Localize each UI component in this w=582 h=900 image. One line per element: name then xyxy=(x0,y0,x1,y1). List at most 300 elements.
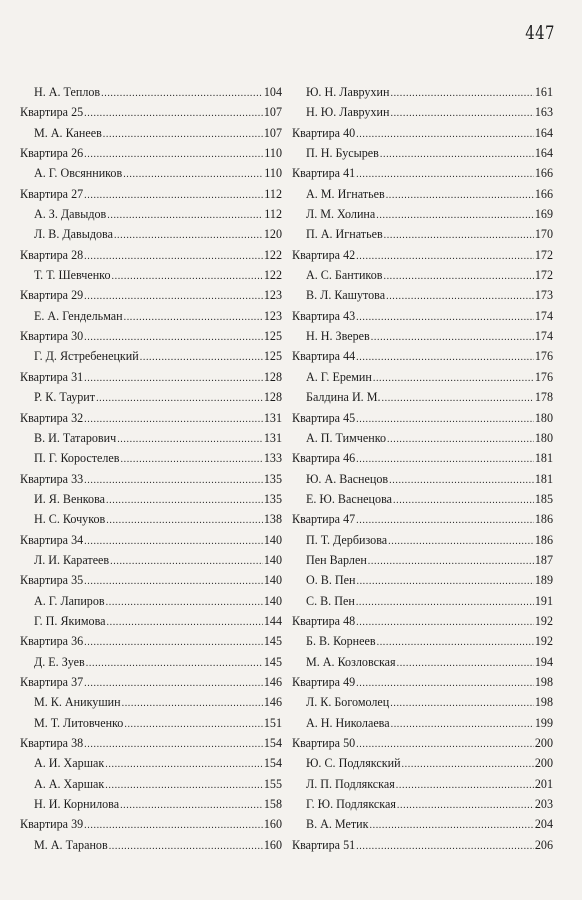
entry-name: Квартира 30 xyxy=(20,329,84,344)
entry-name: В. И. Татарович xyxy=(34,430,117,445)
toc-apartment-entry xyxy=(292,408,553,428)
toc-person-entry xyxy=(20,611,282,631)
entry-page-number: 112 xyxy=(264,207,282,222)
entry-page-number: 107 xyxy=(263,105,282,120)
dot-leader xyxy=(121,450,263,470)
toc-person-entry xyxy=(20,306,282,326)
toc-person-entry xyxy=(292,285,553,305)
entry-page-number: 161 xyxy=(534,85,553,99)
entry-name: Р. К. Таурит xyxy=(34,390,96,405)
toc-apartment-entry xyxy=(292,611,553,631)
entry-page-number: 144 xyxy=(263,613,282,628)
entry-name: М. А. Козловская xyxy=(306,654,396,669)
toc-person-entry xyxy=(292,326,553,346)
dot-leader xyxy=(356,247,534,267)
entry-name: М. К. Аникушин xyxy=(34,695,121,710)
dot-leader xyxy=(396,776,534,796)
entry-name: Н. Ю. Лаврухин xyxy=(306,105,390,120)
dot-leader xyxy=(84,287,263,307)
entry-page-number: 176 xyxy=(534,369,553,384)
dot-leader xyxy=(109,837,263,857)
dot-leader xyxy=(84,247,263,267)
dot-leader xyxy=(105,776,263,796)
dot-leader xyxy=(84,410,263,430)
entry-name: М. Т. Литовченко xyxy=(34,715,124,730)
dot-leader xyxy=(120,796,263,816)
entry-name: Квартира 49 xyxy=(292,674,356,689)
dot-leader xyxy=(397,796,534,816)
toc-person-entry xyxy=(20,550,282,570)
entry-page-number: 155 xyxy=(263,776,282,791)
entry-name: В. А. Метик xyxy=(306,817,369,832)
toc-apartment-entry xyxy=(20,570,282,590)
toc-apartment-entry xyxy=(20,733,282,753)
dot-leader xyxy=(110,552,263,572)
entry-name: Квартира 51 xyxy=(292,837,356,852)
entry-page-number: 172 xyxy=(534,247,553,262)
toc-apartment-entry xyxy=(292,509,553,529)
dot-leader xyxy=(397,654,534,674)
entry-name: Д. Е. Зуев xyxy=(34,654,85,669)
dot-leader xyxy=(107,206,263,226)
entry-name: Балдина И. М. xyxy=(306,390,381,405)
dot-leader xyxy=(84,369,263,389)
entry-page-number: 107 xyxy=(263,125,282,140)
dot-leader xyxy=(356,572,533,592)
entry-name: Н. А. Теплов xyxy=(34,85,101,99)
dot-leader xyxy=(140,348,263,368)
dot-leader xyxy=(356,674,534,694)
entry-page-number: 123 xyxy=(263,288,282,303)
dot-leader xyxy=(356,308,534,328)
entry-name: Квартира 33 xyxy=(20,471,84,486)
dot-leader xyxy=(387,430,534,450)
entry-name: Квартира 38 xyxy=(20,736,84,750)
entry-page-number: 189 xyxy=(534,573,553,588)
dot-leader xyxy=(107,613,263,633)
entry-page-number: 185 xyxy=(534,491,553,506)
toc-apartment-entry xyxy=(20,245,282,265)
toc-person-entry xyxy=(292,692,553,712)
toc-apartment-entry xyxy=(20,285,282,305)
toc-person-entry xyxy=(20,204,282,224)
entry-name: Ю. Н. Лаврухин xyxy=(306,85,390,99)
entry-name: П. Н. Бусырев xyxy=(306,146,379,161)
toc-person-entry xyxy=(292,428,553,448)
entry-name: А. Г. Еремин xyxy=(306,369,372,384)
toc-person-entry xyxy=(292,469,553,489)
entry-name: А. А. Харшак xyxy=(34,776,105,791)
dot-leader xyxy=(390,104,533,124)
entry-page-number: 191 xyxy=(534,593,553,608)
entry-page-number: 131 xyxy=(263,410,282,425)
dot-leader xyxy=(114,226,263,246)
dot-leader xyxy=(376,206,534,226)
entry-name: Г. Д. Ястребенецкий xyxy=(34,349,139,364)
toc-person-entry xyxy=(292,814,553,834)
entry-name: И. Я. Венкова xyxy=(34,491,106,506)
toc-person-entry xyxy=(20,509,282,529)
dot-leader xyxy=(356,165,534,185)
toc-person-entry xyxy=(20,346,282,366)
dot-leader xyxy=(382,389,534,409)
entry-page-number: 198 xyxy=(534,695,553,710)
entry-name: Квартира 35 xyxy=(20,573,84,588)
entry-name: Квартира 28 xyxy=(20,247,84,262)
entry-name: А. И. Харшак xyxy=(34,756,105,771)
entry-name: Е. А. Гендельман xyxy=(34,308,123,323)
entry-name: Квартира 41 xyxy=(292,166,356,181)
entry-page-number: 174 xyxy=(534,308,553,323)
entry-name: Н. С. Кочуков xyxy=(34,512,106,527)
dot-leader xyxy=(356,511,534,531)
entry-page-number: 200 xyxy=(534,756,553,771)
entry-page-number: 146 xyxy=(263,674,282,689)
entry-page-number: 133 xyxy=(263,451,282,466)
entry-name: Ю. А. Васнецов xyxy=(306,471,389,486)
toc-person-entry xyxy=(292,387,553,407)
dot-leader xyxy=(393,491,534,511)
toc-person-entry xyxy=(292,204,553,224)
dot-leader xyxy=(84,186,263,206)
entry-page-number: 180 xyxy=(534,410,553,425)
entry-page-number: 104 xyxy=(263,85,282,99)
toc-person-entry xyxy=(20,265,282,285)
dot-leader xyxy=(390,694,534,714)
dot-leader xyxy=(112,267,263,287)
toc-person-entry xyxy=(292,265,553,285)
dot-leader xyxy=(86,654,263,674)
toc-person-entry xyxy=(20,835,282,855)
dot-leader xyxy=(84,633,263,653)
toc-person-entry xyxy=(20,489,282,509)
entry-page-number: 140 xyxy=(263,552,282,567)
dot-leader xyxy=(123,165,263,185)
dot-leader xyxy=(103,125,263,145)
dot-leader xyxy=(386,186,534,206)
entry-page-number: 164 xyxy=(534,146,553,161)
entry-page-number: 151 xyxy=(263,715,282,730)
toc-person-entry xyxy=(292,489,553,509)
entry-page-number: 176 xyxy=(534,349,553,364)
entry-page-number: 166 xyxy=(534,186,553,201)
entry-page-number: 122 xyxy=(263,268,282,283)
dot-leader xyxy=(101,84,263,104)
dot-leader xyxy=(356,613,534,633)
entry-page-number: 158 xyxy=(263,797,282,812)
entry-name: Л. К. Богомолец xyxy=(306,695,390,710)
toc-person-entry xyxy=(20,692,282,712)
toc-apartment-entry xyxy=(292,672,553,692)
entry-page-number: 181 xyxy=(534,451,553,466)
entry-page-number: 128 xyxy=(263,390,282,405)
entry-page-number: 154 xyxy=(263,756,282,771)
dot-leader xyxy=(122,694,263,714)
dot-leader xyxy=(84,816,263,836)
dot-leader xyxy=(84,471,263,491)
dot-leader xyxy=(391,715,534,735)
toc-person-entry xyxy=(20,591,282,611)
toc-person-entry xyxy=(20,448,282,468)
entry-page-number: 194 xyxy=(534,654,553,669)
dot-leader xyxy=(356,593,534,613)
entry-name: Н. Н. Зверев xyxy=(306,329,370,344)
toc-column-right xyxy=(292,82,553,855)
toc-person-entry xyxy=(20,652,282,672)
toc-person-entry xyxy=(292,713,553,733)
dot-leader xyxy=(356,125,534,145)
dot-leader xyxy=(117,430,263,450)
toc-person-entry xyxy=(292,570,553,590)
dot-leader xyxy=(386,287,534,307)
entry-name: Л. М. Холина xyxy=(306,207,376,222)
toc-person-entry xyxy=(20,387,282,407)
entry-name: Квартира 48 xyxy=(292,613,356,628)
toc-apartment-entry xyxy=(20,367,282,387)
toc-person-entry xyxy=(292,774,553,794)
toc-person-entry xyxy=(292,753,553,773)
toc-person-entry xyxy=(292,184,553,204)
dot-leader xyxy=(356,837,534,857)
entry-page-number: 198 xyxy=(534,674,553,689)
page-number: 447 xyxy=(525,22,555,44)
toc-person-entry xyxy=(20,163,282,183)
entry-page-number: 186 xyxy=(534,532,553,547)
toc-apartment-entry xyxy=(292,346,553,366)
toc-person-entry xyxy=(292,652,553,672)
entry-page-number: 120 xyxy=(263,227,282,242)
toc-person-entry xyxy=(20,224,282,244)
toc-person-entry xyxy=(292,367,553,387)
toc-person-entry xyxy=(20,753,282,773)
toc-person-entry xyxy=(292,530,553,550)
entry-page-number: 131 xyxy=(263,430,282,445)
entry-name: С. В. Пен xyxy=(306,593,355,608)
toc-person-entry xyxy=(292,631,553,651)
dot-leader xyxy=(356,410,534,430)
dot-leader xyxy=(380,145,534,165)
entry-page-number: 145 xyxy=(263,634,282,649)
toc-person-entry xyxy=(20,123,282,143)
toc-person-entry xyxy=(20,428,282,448)
entry-name: Квартира 43 xyxy=(292,308,356,323)
entry-name: П. Г. Коростелев xyxy=(34,451,120,466)
entry-name: А. М. Игнатьев xyxy=(306,186,385,201)
dot-leader xyxy=(373,369,534,389)
dot-leader xyxy=(402,755,534,775)
entry-name: А. З. Давыдов xyxy=(34,207,107,222)
entry-page-number: 145 xyxy=(263,654,282,669)
entry-page-number: 140 xyxy=(263,573,282,588)
entry-name: Квартира 26 xyxy=(20,146,84,161)
dot-leader xyxy=(84,735,263,755)
entry-name: Л. П. Подлякская xyxy=(306,776,395,791)
toc-apartment-entry xyxy=(20,530,282,550)
entry-name: Квартира 32 xyxy=(20,410,84,425)
entry-page-number: 192 xyxy=(534,613,553,628)
entry-name: Л. В. Давыдова xyxy=(34,227,113,242)
entry-page-number: 110 xyxy=(264,146,282,161)
toc-apartment-entry xyxy=(292,733,553,753)
dot-leader xyxy=(84,674,263,694)
toc-apartment-entry xyxy=(292,123,553,143)
entry-page-number: 203 xyxy=(534,797,553,812)
entry-name: Квартира 29 xyxy=(20,288,84,303)
entry-page-number: 160 xyxy=(263,817,282,832)
toc-apartment-entry xyxy=(292,306,553,326)
entry-name: М. А. Канеев xyxy=(34,125,102,140)
dot-leader xyxy=(96,389,263,409)
entry-name: Квартира 39 xyxy=(20,817,84,832)
toc-apartment-entry xyxy=(20,184,282,204)
toc-apartment-entry xyxy=(20,143,282,163)
toc-person-entry xyxy=(20,82,282,102)
dot-leader xyxy=(368,552,534,572)
entry-page-number: 178 xyxy=(534,390,553,405)
toc-apartment-entry xyxy=(292,835,553,855)
entry-page-number: 154 xyxy=(263,736,282,750)
dot-leader xyxy=(106,491,263,511)
entry-name: Н. И. Корнилова xyxy=(34,797,120,812)
toc-apartment-entry xyxy=(20,469,282,489)
entry-name: Квартира 50 xyxy=(292,736,356,750)
dot-leader xyxy=(84,532,263,552)
entry-name: Квартира 25 xyxy=(20,105,84,120)
entry-name: А. Н. Николаева xyxy=(306,715,390,730)
toc-apartment-entry xyxy=(20,814,282,834)
entry-page-number: 204 xyxy=(534,817,553,832)
entry-page-number: 135 xyxy=(263,491,282,506)
dot-leader xyxy=(356,450,534,470)
toc-apartment-entry xyxy=(20,408,282,428)
entry-page-number: 166 xyxy=(534,166,553,181)
entry-name: Т. Т. Шевченко xyxy=(34,268,111,283)
dot-leader xyxy=(106,511,263,531)
entry-page-number: 160 xyxy=(263,837,282,852)
entry-page-number: 135 xyxy=(263,471,282,486)
entry-page-number: 164 xyxy=(534,125,553,140)
toc-person-entry xyxy=(292,224,553,244)
entry-page-number: 125 xyxy=(263,329,282,344)
entry-page-number: 125 xyxy=(263,349,282,364)
entry-page-number: 122 xyxy=(263,247,282,262)
toc-column-left xyxy=(20,82,282,855)
entry-name: Квартира 44 xyxy=(292,349,356,364)
dot-leader xyxy=(106,593,263,613)
entry-page-number: 192 xyxy=(534,634,553,649)
entry-page-number: 206 xyxy=(534,837,553,852)
entry-page-number: 180 xyxy=(534,430,553,445)
entry-name: П. Т. Дербизова xyxy=(306,532,388,547)
entry-page-number: 172 xyxy=(534,268,553,283)
entry-name: А. С. Бантиков xyxy=(306,268,383,283)
toc-apartment-entry xyxy=(20,102,282,122)
entry-page-number: 163 xyxy=(534,105,553,120)
entry-name: Квартира 36 xyxy=(20,634,84,649)
entry-name: О. В. Пен xyxy=(306,573,356,588)
entry-page-number: 123 xyxy=(263,308,282,323)
entry-page-number: 201 xyxy=(534,776,553,791)
entry-name: Г. Ю. Подлякская xyxy=(306,797,396,812)
dot-leader xyxy=(84,328,263,348)
toc-person-entry xyxy=(20,794,282,814)
dot-leader xyxy=(356,735,534,755)
entry-name: Ю. С. Подлякский xyxy=(306,756,401,771)
entry-name: Квартира 37 xyxy=(20,674,84,689)
dot-leader xyxy=(370,816,534,836)
entry-page-number: 110 xyxy=(264,166,282,181)
toc-person-entry xyxy=(292,591,553,611)
dot-leader xyxy=(105,755,263,775)
entry-page-number: 186 xyxy=(534,512,553,527)
dot-leader xyxy=(84,145,263,165)
toc-person-entry xyxy=(20,713,282,733)
entry-name: Пен Варлен xyxy=(306,552,367,567)
entry-page-number: 146 xyxy=(263,695,282,710)
dot-leader xyxy=(84,104,263,124)
dot-leader xyxy=(356,348,534,368)
entry-page-number: 174 xyxy=(534,329,553,344)
entry-page-number: 138 xyxy=(263,512,282,527)
dot-leader xyxy=(383,267,533,287)
entry-name: А. Г. Овсянников xyxy=(34,166,123,181)
entry-name: П. А. Игнатьев xyxy=(306,227,383,242)
entry-name: Б. В. Корнеев xyxy=(306,634,376,649)
dot-leader xyxy=(390,84,533,104)
toc-person-entry xyxy=(292,82,553,102)
toc-apartment-entry xyxy=(20,326,282,346)
toc-apartment-entry xyxy=(20,672,282,692)
entry-name: Квартира 47 xyxy=(292,512,356,527)
dot-leader xyxy=(389,471,534,491)
toc-person-entry xyxy=(292,102,553,122)
entry-page-number: 199 xyxy=(534,715,553,730)
entry-page-number: 128 xyxy=(263,369,282,384)
entry-name: Квартира 40 xyxy=(292,125,356,140)
entry-name: Квартира 46 xyxy=(292,451,356,466)
dot-leader xyxy=(371,328,534,348)
entry-name: Квартира 27 xyxy=(20,186,84,201)
toc-apartment-entry xyxy=(20,631,282,651)
entry-name: Г. П. Якимова xyxy=(34,613,106,628)
toc-apartment-entry xyxy=(292,163,553,183)
entry-page-number: 112 xyxy=(264,186,282,201)
entry-name: Л. И. Каратеев xyxy=(34,552,110,567)
entry-name: Квартира 45 xyxy=(292,410,356,425)
dot-leader xyxy=(124,715,263,735)
dot-leader xyxy=(84,572,263,592)
dot-leader xyxy=(384,226,534,246)
entry-page-number: 169 xyxy=(534,207,553,222)
entry-name: Квартира 42 xyxy=(292,247,356,262)
entry-name: А. Г. Лапиров xyxy=(34,593,105,608)
entry-page-number: 187 xyxy=(534,552,553,567)
entry-name: Квартира 31 xyxy=(20,369,84,384)
toc-person-entry xyxy=(292,143,553,163)
entry-name: Квартира 34 xyxy=(20,532,84,547)
toc-person-entry xyxy=(292,550,553,570)
entry-page-number: 173 xyxy=(534,288,553,303)
dot-leader xyxy=(377,633,534,653)
dot-leader xyxy=(124,308,263,328)
toc-person-entry xyxy=(20,774,282,794)
entry-name: В. Л. Кашутова xyxy=(306,288,386,303)
entry-page-number: 200 xyxy=(534,736,553,750)
toc-apartment-entry xyxy=(292,448,553,468)
entry-name: А. П. Тимченко xyxy=(306,430,387,445)
entry-page-number: 181 xyxy=(534,471,553,486)
dot-leader xyxy=(388,532,534,552)
